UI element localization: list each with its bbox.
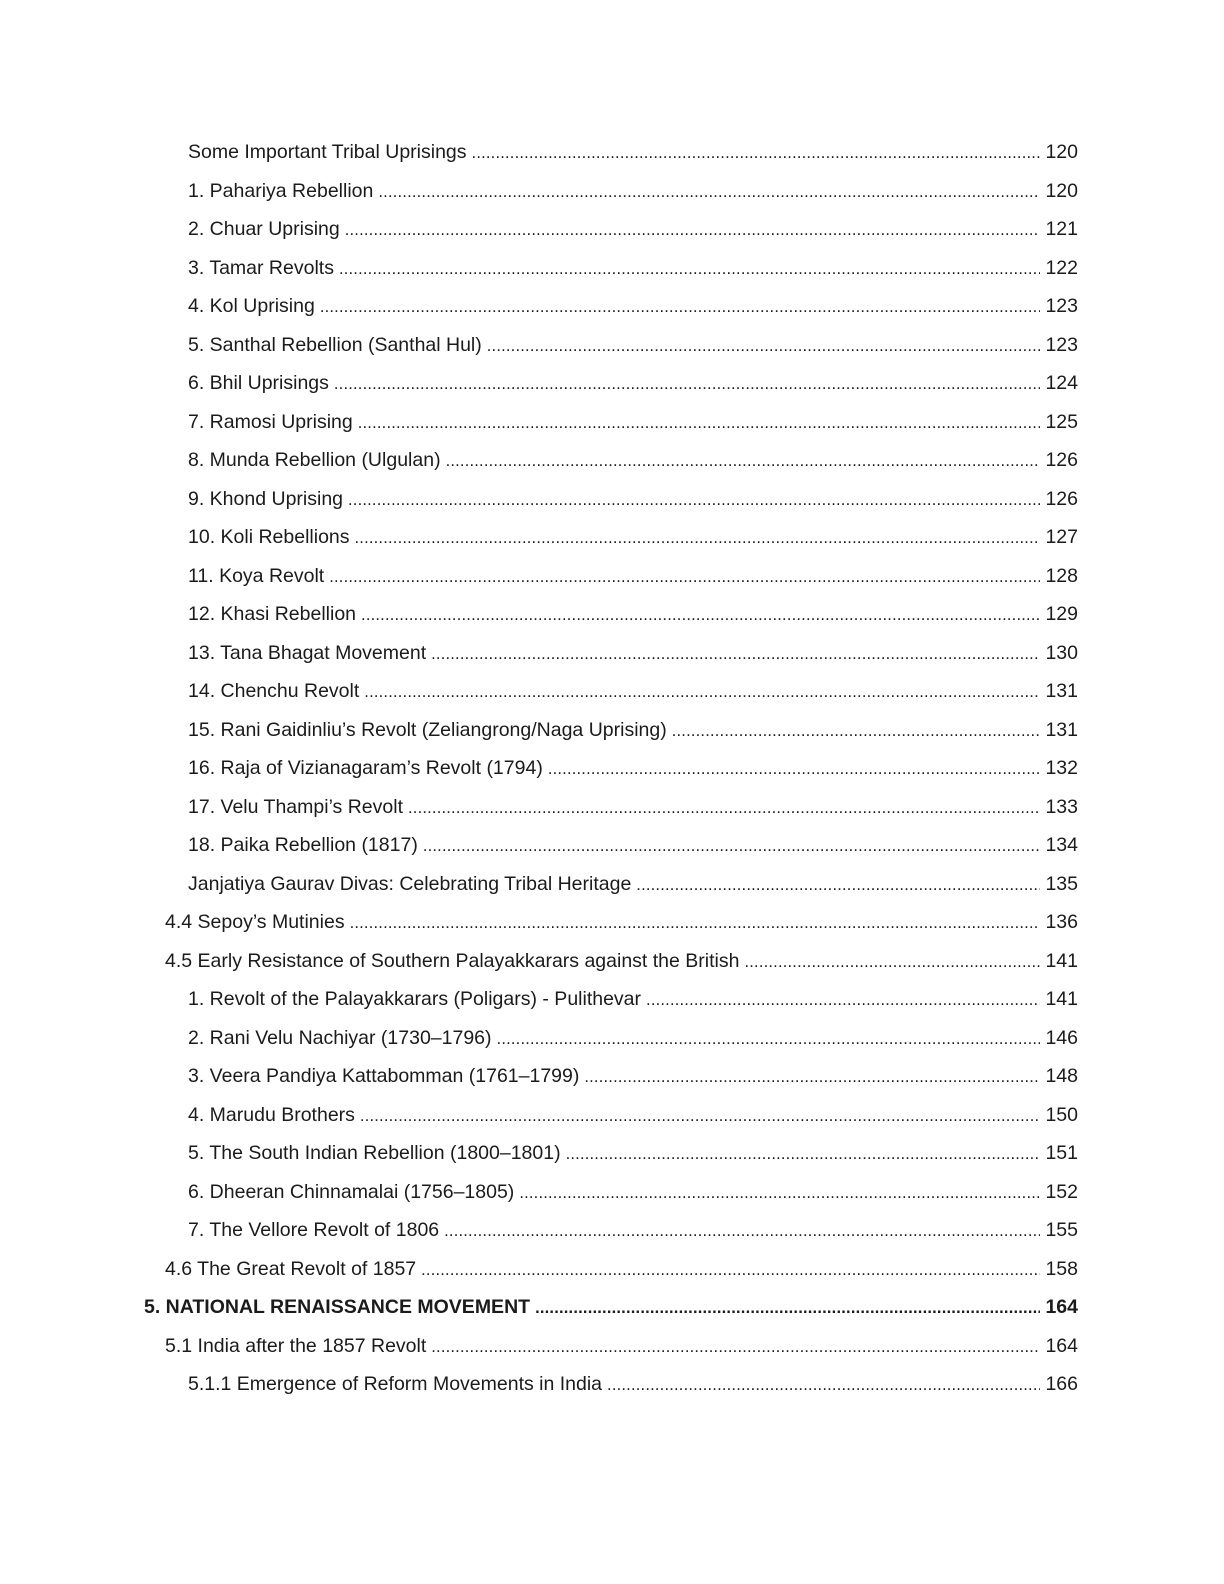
toc-entry-page: 125: [1045, 410, 1078, 433]
toc-entry[interactable]: [144, 634, 1078, 673]
toc-entry-page: 136: [1045, 911, 1078, 933]
toc-entry-page: 164: [1045, 1334, 1078, 1357]
dot-leader: [431, 1328, 1040, 1367]
toc-entry-label: 6. Dheeran Chinnamalai (1756–1805): [188, 1180, 515, 1203]
toc-entry[interactable]: [144, 1019, 1078, 1058]
toc-entry-label: 15. Rani Gaidinliu’s Revolt (Zeliangrong/Naga Uprising): [188, 718, 667, 741]
toc-entry[interactable]: [144, 980, 1078, 1019]
dot-leader: [360, 1097, 1041, 1136]
dot-leader: [672, 712, 1041, 751]
dot-leader: [348, 481, 1040, 520]
dot-leader: [361, 596, 1040, 635]
dot-leader: [408, 789, 1040, 828]
dot-leader: [646, 981, 1040, 1020]
dot-leader: [364, 673, 1040, 712]
toc-entry-page: 151: [1045, 1142, 1078, 1164]
toc-entry[interactable]: [144, 672, 1078, 711]
dot-leader: [519, 1174, 1040, 1213]
toc-entry-page: 158: [1045, 1257, 1078, 1280]
toc-entry-label: 4.5 Early Resistance of Southern Palayakkarars against the British: [165, 949, 740, 972]
dot-leader: [548, 750, 1041, 789]
toc-entry-page: 146: [1045, 1026, 1078, 1049]
toc-entry-label: 5.1.1 Emergence of Reform Movements in India: [188, 1373, 603, 1395]
toc-entry-page: 126: [1045, 487, 1078, 510]
toc-entry-label: 5.1 India after the 1857 Revolt: [165, 1334, 427, 1357]
toc-entry-label: 16. Raja of Vizianagaram’s Revolt (1794): [188, 757, 543, 779]
toc-entry-page: 141: [1045, 949, 1078, 972]
toc-entry-page: 141: [1045, 988, 1078, 1010]
toc-entry-page: 126: [1045, 449, 1078, 471]
toc-entry-label: 11. Koya Revolt: [188, 564, 325, 587]
toc-entry-label: 5. The South Indian Rebellion (1800–1801): [188, 1142, 561, 1164]
dot-leader: [334, 365, 1041, 404]
dot-leader: [421, 1251, 1040, 1290]
toc-entry[interactable]: [144, 1134, 1078, 1173]
toc-entry[interactable]: [144, 364, 1078, 403]
toc-entry-label: 17. Velu Thampi’s Revolt: [188, 795, 403, 818]
toc-entry-label: 4. Marudu Brothers: [188, 1103, 355, 1126]
toc-entry-page: 131: [1045, 718, 1078, 741]
toc-entry-label: 4.4 Sepoy’s Mutinies: [165, 911, 345, 933]
toc-entry-label: 6. Bhil Uprisings: [188, 372, 329, 394]
toc-entry[interactable]: [144, 403, 1078, 442]
toc-entry[interactable]: [144, 1211, 1078, 1250]
toc-entry[interactable]: [144, 865, 1078, 904]
toc-entry-label: 8. Munda Rebellion (Ulgulan): [188, 449, 441, 471]
dot-leader: [350, 904, 1041, 943]
dot-leader: [636, 866, 1040, 905]
toc-entry[interactable]: [144, 595, 1078, 634]
table-of-contents: [144, 133, 1078, 1404]
toc-entry-page: 122: [1045, 256, 1078, 279]
toc-entry-page: 135: [1045, 872, 1078, 895]
toc-entry[interactable]: [144, 133, 1078, 172]
toc-entry-label: 5. NATIONAL RENAISSANCE MOVEMENT: [144, 1296, 531, 1318]
toc-entry[interactable]: [144, 1327, 1078, 1366]
dot-leader: [584, 1058, 1040, 1097]
dot-leader: [329, 558, 1040, 597]
toc-entry-label: 9. Khond Uprising: [188, 487, 344, 510]
dot-leader: [339, 250, 1041, 289]
toc-entry[interactable]: [144, 326, 1078, 365]
toc-entry-label: 7. Ramosi Uprising: [188, 410, 353, 433]
toc-entry-page: 130: [1045, 641, 1078, 664]
dot-leader: [744, 943, 1040, 982]
toc-entry-page: 134: [1045, 834, 1078, 856]
toc-entry-label: 2. Rani Velu Nachiyar (1730–1796): [188, 1026, 492, 1049]
toc-entry-label: Janjatiya Gaurav Divas: Celebrating Tribal Heritage: [188, 872, 632, 895]
dot-leader: [423, 827, 1041, 866]
toc-entry-label: 1. Pahariya Rebellion: [188, 179, 374, 202]
dot-leader: [472, 134, 1041, 173]
toc-entry-label: 2. Chuar Uprising: [188, 218, 340, 240]
toc-entry[interactable]: [144, 480, 1078, 519]
toc-entry[interactable]: [144, 441, 1078, 480]
toc-entry[interactable]: [144, 1057, 1078, 1096]
toc-entry-label: 3. Veera Pandiya Kattabomman (1761–1799): [188, 1065, 580, 1087]
toc-entry-page: 150: [1045, 1103, 1078, 1126]
toc-entry[interactable]: [144, 903, 1078, 942]
toc-entry-page: 132: [1045, 757, 1078, 779]
toc-entry[interactable]: [144, 210, 1078, 249]
dot-leader: [566, 1135, 1041, 1174]
toc-entry-page: 120: [1045, 141, 1078, 163]
toc-entry-label: 18. Paika Rebellion (1817): [188, 834, 418, 856]
toc-entry-page: 148: [1045, 1065, 1078, 1087]
toc-entry-page: 123: [1045, 295, 1078, 317]
toc-entry[interactable]: [144, 788, 1078, 827]
dot-leader: [444, 1212, 1040, 1251]
toc-entry-label: 13. Tana Bhagat Movement: [188, 641, 427, 664]
toc-entry-label: 4.6 The Great Revolt of 1857: [165, 1257, 417, 1280]
toc-entry[interactable]: [144, 1365, 1078, 1404]
toc-entry-page: 121: [1045, 218, 1078, 240]
toc-entry-chapter[interactable]: [144, 1288, 1078, 1327]
toc-entry[interactable]: [144, 1173, 1078, 1212]
toc-entry-page: 133: [1045, 795, 1078, 818]
dot-leader: [355, 519, 1041, 558]
toc-entry[interactable]: [144, 557, 1078, 596]
toc-entry-page: 123: [1045, 333, 1078, 356]
toc-entry[interactable]: [144, 749, 1078, 788]
toc-entry-label: Some Important Tribal Uprisings: [188, 141, 467, 163]
dot-leader: [345, 211, 1041, 250]
toc-entry-page: 152: [1045, 1180, 1078, 1203]
toc-entry-page: 164: [1045, 1296, 1078, 1318]
dot-leader: [487, 327, 1041, 366]
dot-leader: [431, 635, 1040, 674]
toc-entry-page: 124: [1045, 372, 1078, 394]
dot-leader: [320, 288, 1041, 327]
dot-leader: [446, 442, 1041, 481]
toc-entry-page: 155: [1045, 1219, 1078, 1241]
toc-entry[interactable]: [144, 826, 1078, 865]
toc-entry-label: 1. Revolt of the Palayakkarars (Poligars) - Pulithevar: [188, 988, 642, 1010]
dot-leader: [497, 1020, 1041, 1059]
toc-entry[interactable]: [144, 249, 1078, 288]
dot-leader: [358, 404, 1041, 443]
toc-entry[interactable]: [144, 711, 1078, 750]
toc-entry-page: 166: [1045, 1373, 1078, 1395]
toc-entry-label: 12. Khasi Rebellion: [188, 603, 357, 625]
toc-entry-page: 120: [1045, 179, 1078, 202]
toc-entry-label: 4. Kol Uprising: [188, 295, 315, 317]
dot-leader: [607, 1366, 1040, 1405]
toc-entry-page: 127: [1045, 526, 1078, 548]
toc-entry-page: 128: [1045, 564, 1078, 587]
toc-entry[interactable]: [144, 942, 1078, 981]
toc-entry-label: 10. Koli Rebellions: [188, 526, 350, 548]
toc-entry[interactable]: [144, 1096, 1078, 1135]
dot-leader: [535, 1289, 1040, 1328]
toc-entry-label: 3. Tamar Revolts: [188, 256, 334, 279]
toc-entry[interactable]: [144, 287, 1078, 326]
toc-entry[interactable]: [144, 518, 1078, 557]
dot-leader: [378, 173, 1040, 212]
toc-entry[interactable]: [144, 1250, 1078, 1289]
toc-entry-label: 14. Chenchu Revolt: [188, 680, 360, 702]
toc-entry[interactable]: [144, 172, 1078, 211]
toc-entry-label: 7. The Vellore Revolt of 1806: [188, 1219, 440, 1241]
toc-entry-label: 5. Santhal Rebellion (Santhal Hul): [188, 333, 482, 356]
toc-entry-page: 131: [1045, 680, 1078, 702]
toc-entry-page: 129: [1045, 603, 1078, 625]
